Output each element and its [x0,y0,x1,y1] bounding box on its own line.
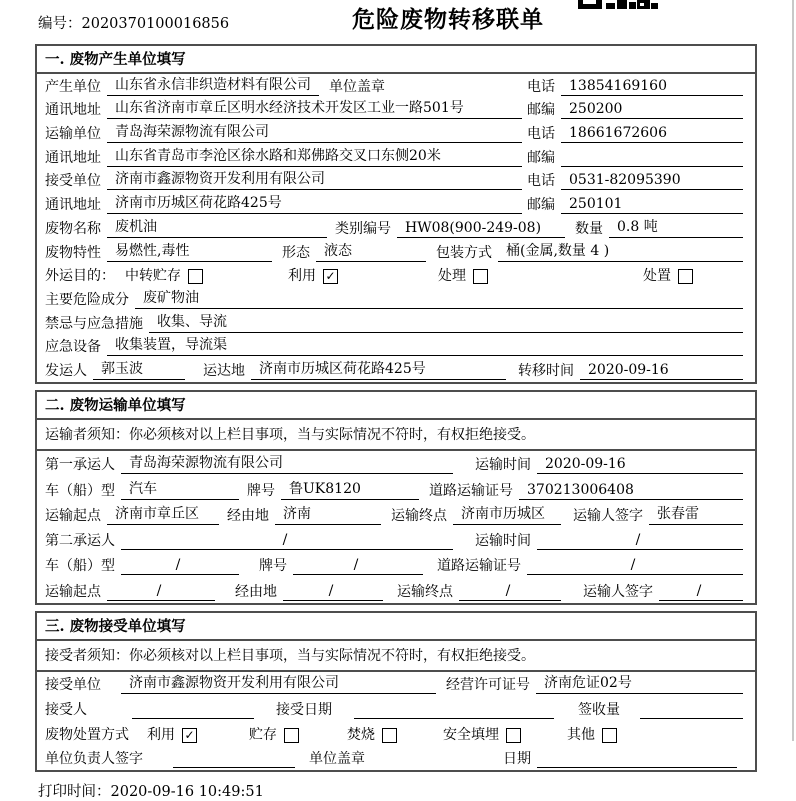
row-purpose [37,264,755,288]
row-receiver [37,169,755,193]
purpose-use-checkbox [323,269,338,284]
print-time-label: 打印时间： [38,784,111,801]
purpose-transfer-checkbox [188,269,203,284]
permit-value: 济南危证02号 [536,672,743,694]
transfer-time-value: 2020-09-16 [580,362,743,380]
sign2-label: 运输人签字 [583,583,653,600]
producer-addr-label: 通讯地址 [45,102,101,119]
license1-label: 道路运输证号 [429,482,513,499]
row-acceptor [37,696,755,721]
carrier-addr-label: 通讯地址 [45,149,101,166]
purpose-option-dispose [643,265,693,285]
origin2-label: 运输起点 [45,583,101,600]
receiver-notice: 接受者须知：你必须核对以上栏目事项，当与实际情况不符时，有权拒绝接受。 [37,641,755,672]
carrier-phone-value: 18661672606 [561,125,743,143]
purpose-option-transfer-label: 中转贮存 [125,268,181,285]
section-producer [35,44,757,384]
row-route2 [37,577,755,602]
vehicle1-label: 车（船）型 [45,482,115,499]
origin1-label: 运输起点 [45,507,101,524]
row-second-carrier [37,527,755,552]
row-receive-unit [37,672,755,697]
equipment-value: 收集装置，导流渠 [107,334,743,356]
producer-addr-value: 山东省济南市章丘区明水经济技术开发区工业一路501号 [107,97,522,119]
disposal-option-store [249,724,299,744]
producer-value: 山东省永信非织造材料有限公司 [107,74,319,96]
date-label: 日期 [503,751,531,768]
page-edge-line [792,0,794,741]
doc-title: 危险废物转移联单 [352,6,544,33]
receiver-addr-label: 通讯地址 [45,197,101,214]
sign2-value: / [659,583,743,601]
section-transporter-title: 二. 废物运输单位填写 [37,392,755,420]
disposal-burn-label: 焚烧 [347,726,375,743]
time1-label: 运输时间 [475,457,531,474]
purpose-dispose-checkbox [678,269,693,284]
row-taboo [37,311,755,335]
receiver-seal-label: 单位盖章 [309,751,365,768]
via2-label: 经由地 [235,583,277,600]
waste-name-label: 废物名称 [45,220,101,237]
taboo-value: 收集、导流 [149,311,743,333]
qr-code-fragment-icon [578,0,658,11]
checkbox-mark: ✓ [325,269,336,284]
disposal-use-label: 利用 [147,726,175,743]
disposal-store-label: 贮存 [249,726,277,743]
print-time-value: 2020-09-16 10:49:51 [110,784,264,801]
purpose-option-use-label: 利用 [288,268,316,285]
received-qty-value [640,717,743,719]
hazard-value: 废矿物油 [135,287,743,309]
disposal-option-landfill [443,724,521,744]
producer-phone-value: 13854169160 [561,78,743,96]
carrier2-value: / [121,532,453,550]
section-receiver [35,611,757,772]
section-receiver-title: 三. 废物接受单位填写 [37,613,755,641]
receiver-label: 接受单位 [45,173,101,190]
via1-label: 经由地 [227,507,269,524]
origin2-value: / [107,583,215,601]
purpose-label: 外运目的： [45,268,115,285]
packing-label: 包装方式 [436,244,492,261]
vehicle1-value: 汽车 [121,478,239,500]
license1-value: 370213006408 [519,482,743,500]
acceptor-label: 接受人 [45,701,87,718]
row-vehicle2 [37,552,755,577]
disposal-other-checkbox [602,728,617,743]
destination-value: 济南市历城区荷花路425号 [251,358,506,380]
row-waste-property [37,240,755,264]
disposal-landfill-checkbox [506,728,521,743]
acceptor-value [132,717,254,719]
row-equipment [37,335,755,359]
row-first-carrier [37,451,755,476]
purpose-option-treat-label: 处理 [438,268,466,285]
purpose-treat-checkbox [473,269,488,284]
origin1-value: 济南市章丘区 [107,503,219,525]
row-vehicle1 [37,476,755,501]
carrier-zip-value [561,165,743,167]
receiver-zip-value: 250101 [561,196,743,214]
dest1-value: 济南市历城区 [453,503,561,525]
via1-value: 济南 [275,503,381,525]
transfer-time-label: 转移时间 [518,362,574,379]
carrier-phone-label: 电话 [527,126,555,143]
permit-label: 经营许可证号 [446,677,530,694]
disposal-option-other [567,724,617,744]
row-head-sign [37,746,755,771]
disposal-label: 废物处置方式 [45,726,129,743]
dest1-label: 运输终点 [391,507,447,524]
disposal-store-checkbox [284,728,299,743]
row-producer [37,74,755,98]
received-qty-label: 签收量 [578,701,620,718]
property-label: 废物特性 [45,244,101,261]
carrier-addr-value: 山东省青岛市李沧区徐水路和郑佛路交叉口东侧20米 [107,145,522,167]
purpose-option-use [288,265,338,285]
row-consignor [37,358,755,382]
plate2-value: / [293,557,423,575]
category-value: HW08(900-249-08) [397,220,565,238]
carrier1-value: 青岛海荣源物流有限公司 [121,452,453,474]
disposal-other-label: 其他 [567,726,595,743]
quantity-label: 数量 [575,220,603,237]
plate2-label: 牌号 [259,558,287,575]
row-waste-name [37,216,755,240]
consignor-label: 发运人 [45,362,87,379]
carrier-zip-label: 邮编 [527,149,555,166]
purpose-option-dispose-label: 处置 [643,268,671,285]
accept-date-label: 接受日期 [276,701,332,718]
section-producer-title: 一. 废物产生单位填写 [37,46,755,74]
producer-zip-label: 邮编 [527,102,555,119]
sign1-label: 运输人签字 [573,507,643,524]
category-label: 类别编号 [335,220,391,237]
doc-number-value: 2020370100016856 [81,16,230,32]
row-disposal [37,721,755,746]
receive-unit-value: 济南市鑫源物资开发利用有限公司 [121,672,436,694]
row-route1 [37,502,755,527]
receiver-addr-value: 济南市历城区荷花路425号 [107,192,522,214]
disposal-landfill-label: 安全填埋 [443,726,499,743]
row-producer-address [37,98,755,122]
disposal-option-use [147,724,197,744]
time2-label: 运输时间 [475,533,531,550]
carrier-value: 青岛海荣源物流有限公司 [107,121,522,143]
taboo-label: 禁忌与应急措施 [45,315,143,332]
producer-label: 产生单位 [45,78,101,95]
row-hazard [37,287,755,311]
head-sign-label: 单位负责人签字 [45,751,143,768]
receiver-phone-label: 电话 [527,173,555,190]
disposal-use-checkbox [182,728,197,743]
carrier1-label: 第一承运人 [45,457,115,474]
destination-label: 运达地 [203,362,245,379]
receiver-zip-label: 邮编 [527,197,555,214]
page-header [0,0,796,44]
dest2-value: / [459,583,561,601]
vehicle2-label: 车（船）型 [45,558,115,575]
license2-label: 道路运输证号 [437,558,521,575]
row-carrier-address [37,145,755,169]
disposal-option-burn [347,724,397,744]
form-value: 液态 [316,240,426,262]
consignor-value: 郭玉波 [93,358,185,380]
plate1-value: 鲁UK8120 [281,478,419,500]
quantity-value: 0.8 吨 [609,216,743,238]
receiver-phone-value: 0531-82095390 [561,172,743,190]
checkbox-mark: ✓ [184,727,195,742]
receive-unit-label: 接受单位 [45,677,101,694]
receiver-value: 济南市鑫源物资开发利用有限公司 [107,168,522,190]
producer-zip-value: 250200 [561,101,743,119]
vehicle2-value: / [121,557,239,575]
form-label: 形态 [282,244,310,261]
via2-value: / [283,583,383,601]
equipment-label: 应急设备 [45,339,101,356]
plate1-label: 牌号 [247,482,275,499]
accept-date-value [354,717,554,719]
print-time [38,780,796,801]
doc-number-label: 编号： [38,16,82,32]
dest2-label: 运输终点 [397,583,453,600]
row-carrier [37,121,755,145]
purpose-option-transfer [125,265,203,285]
producer-phone-label: 电话 [527,78,555,95]
transporter-notice: 运输者须知：你必须核对以上栏目事项，当与实际情况不符时，有权拒绝接受。 [37,420,755,451]
carrier2-label: 第二承运人 [45,533,115,550]
property-value: 易燃性,毒性 [107,240,272,262]
hazard-label: 主要危险成分 [45,291,129,308]
sign1-value: 张春雷 [649,503,743,525]
section-transporter [35,390,757,605]
waste-name-value: 废机油 [107,216,327,238]
license2-value: / [527,557,743,575]
row-receiver-address [37,192,755,216]
carrier-label: 运输单位 [45,126,101,143]
packing-value: 桶(金属,数量 4 ) [498,240,743,262]
time2-value: / [537,532,743,550]
disposal-burn-checkbox [382,728,397,743]
purpose-option-treat [438,265,488,285]
time1-value: 2020-09-16 [537,456,743,474]
seal-label: 单位盖章 [329,78,385,95]
